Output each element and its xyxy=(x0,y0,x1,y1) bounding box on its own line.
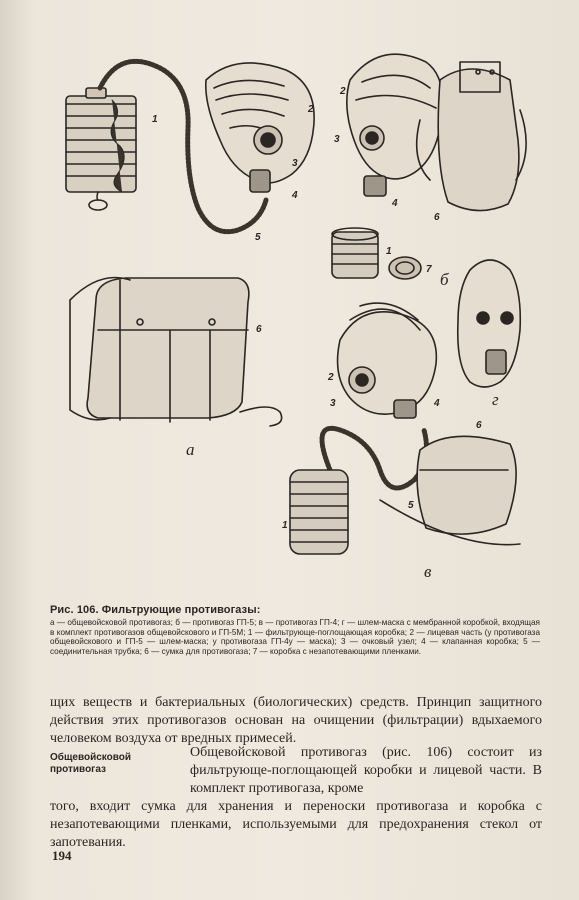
paragraph-top: щих веществ и бактериальных (биологических) средств. Принцип защитного действия этих противогазов основан на очищении (фильтрации) вдыхаемого человеком воздуха от вредных примесей. xyxy=(50,695,542,746)
filter-b xyxy=(332,228,378,278)
bag-a xyxy=(70,278,282,427)
paragraph-indent: Общевойсковой противогаз (рис. 106) состоит из фильтрующе-поглощающей коробки и лицевой части. В комплект противогаза, кроме xyxy=(190,745,542,796)
canister-a xyxy=(66,88,136,210)
part-label-3v: 3 xyxy=(330,398,336,409)
panel-label-g: г xyxy=(492,390,499,409)
panel-label-a: а xyxy=(186,440,195,459)
part-label-6a: 6 xyxy=(256,324,262,335)
figure-caption-body: а — общевойсковой противогаз; б — противогаз ГП-5; в — противогаз ГП-4; г — шлем-маска с мембранной коробкой, входящая в комплект противогазов общевойскового и ГП-5М; 1 — фильтрующе-поглощающая коробка; 2 — лицевая часть (у противогаза общевойскового и ГП-5 — шлем-маска; у противогаза ГП-4у — маска); 3 — очковый узел; 4 — клапанная коробка; 5 — соединительная трубка; 6 — сумка для противогаза; 7 — коробка с незапотевающими пленками. xyxy=(50,618,540,656)
part-label-2b: 2 xyxy=(340,86,346,97)
film-box-b xyxy=(389,257,421,279)
part-label-4: 4 xyxy=(292,190,298,201)
canister-v xyxy=(290,470,348,554)
part-label-3: 3 xyxy=(292,158,298,169)
part-label-2: 2 xyxy=(308,104,314,115)
part-label-4b: 4 xyxy=(392,198,398,209)
part-label-7b: 7 xyxy=(426,264,432,275)
panel-label-v: в xyxy=(424,562,432,581)
part-label-5v: 5 xyxy=(408,500,414,511)
part-label-2v: 2 xyxy=(328,372,334,383)
page-number: 194 xyxy=(52,848,72,863)
part-label-6b: 6 xyxy=(434,212,440,223)
figure-caption-title: Рис. 106. Фильтрующие противогазы: xyxy=(50,604,261,616)
part-label-6v: 6 xyxy=(476,420,482,431)
part-label-1: 1 xyxy=(152,114,158,125)
side-heading: Общевойсковой противогаз xyxy=(50,752,132,775)
mask-a xyxy=(206,63,314,192)
bag-v xyxy=(380,436,520,544)
paragraph-full: того, входит сумка для хранения и переноски противогаза и коробка с незапотевающими пленками, используемыми для предохранения стекол от запотевания. xyxy=(50,799,542,850)
mask-g xyxy=(458,260,521,387)
part-label-1b: 1 xyxy=(386,246,392,257)
part-label-1v: 1 xyxy=(282,520,288,531)
mask-v xyxy=(338,303,437,418)
panel-label-b: б xyxy=(440,270,449,289)
helmet-b xyxy=(347,54,443,196)
part-label-4v: 4 xyxy=(434,398,440,409)
part-label-5: 5 xyxy=(255,232,261,243)
part-label-3b: 3 xyxy=(334,134,340,145)
